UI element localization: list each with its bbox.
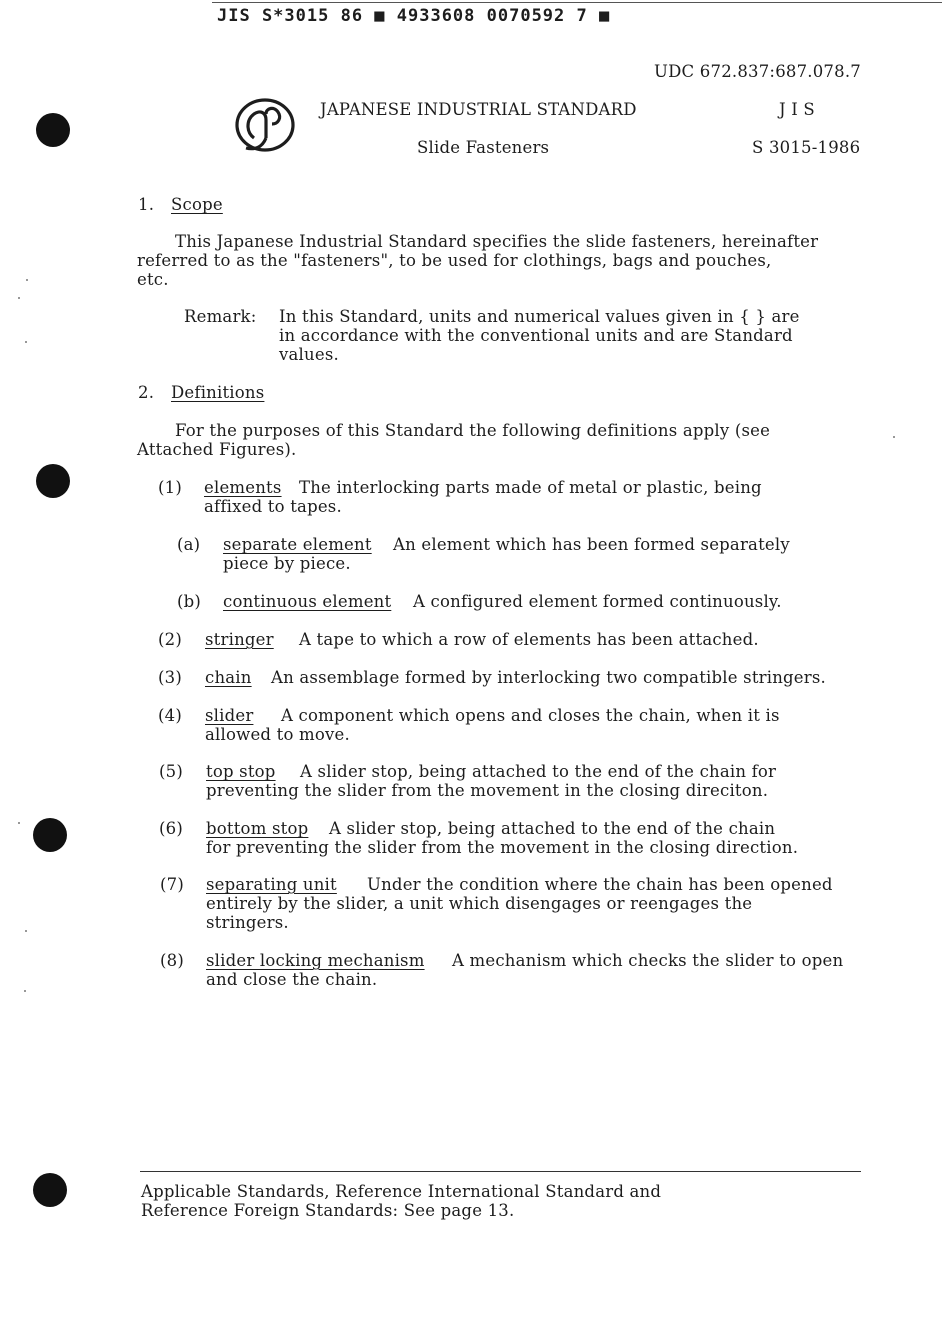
definition-term: continuous element — [223, 592, 392, 611]
punch-hole-3 — [33, 818, 67, 852]
speck — [25, 341, 27, 343]
definition-number: (2) — [158, 630, 182, 649]
definition-text: for preventing the slider from the movement in the closing direction. — [206, 838, 799, 857]
definition-term: slider — [205, 706, 254, 725]
definition-text: A mechanism which checks the slider to open — [452, 951, 844, 970]
scope-heading: Scope — [171, 195, 223, 214]
definition-text: Under the condition where the chain has been opened — [367, 875, 833, 894]
definition-text: preventing the slider from the movement in the closing direciton. — [206, 781, 769, 800]
definition-term: separate element — [223, 535, 372, 554]
standard-number: S 3015-1986 — [752, 138, 861, 157]
definition-number: (6) — [159, 819, 183, 838]
definition-number: (a) — [177, 535, 201, 554]
definition-text: piece by piece. — [223, 554, 351, 573]
definition-text: An assemblage formed by interlocking two compatible stringers. — [271, 668, 826, 687]
footer-rule — [140, 1171, 861, 1172]
speck — [18, 297, 20, 299]
definition-text: The interlocking parts made of metal or plastic, being — [299, 478, 762, 497]
jis-mark: J I S — [779, 100, 815, 119]
scope-number: 1. — [138, 195, 155, 214]
definition-number: (b) — [177, 592, 202, 611]
definitions-heading: Definitions — [171, 383, 265, 402]
barcode-line: JIS S*3015 86 ■ 4933608 0070592 7 ■ — [217, 6, 611, 26]
definition-text: and close the chain. — [206, 970, 378, 989]
scope-para-line: etc. — [137, 270, 169, 289]
definition-number: (3) — [158, 668, 182, 687]
definition-number: (5) — [159, 762, 183, 781]
speck — [24, 990, 26, 992]
speck — [18, 822, 20, 824]
footer-line: Reference Foreign Standards: See page 13. — [141, 1201, 515, 1220]
definition-number: (7) — [160, 875, 184, 894]
definition-text: An element which has been formed separately — [393, 535, 790, 554]
definition-term: elements — [204, 478, 282, 497]
remark-line: in accordance with the conventional units and are Standard — [279, 326, 793, 345]
definition-text: stringers. — [206, 913, 289, 932]
definition-term: separating unit — [206, 875, 337, 894]
punch-hole-4 — [33, 1173, 67, 1207]
definition-text: A tape to which a row of elements has been attached. — [299, 630, 759, 649]
speck — [26, 279, 28, 281]
definition-text: entirely by the slider, a unit which disengages or reengages the — [206, 894, 753, 913]
definitions-intro-line: Attached Figures). — [137, 440, 297, 459]
standard-title: JAPANESE INDUSTRIAL STANDARD — [320, 100, 637, 119]
definition-term: chain — [205, 668, 252, 687]
definition-number: (8) — [160, 951, 184, 970]
footer-line: Applicable Standards, Reference International Standard and — [141, 1182, 662, 1201]
definition-term: bottom stop — [206, 819, 309, 838]
definition-text: A configured element formed continuously. — [413, 592, 782, 611]
definition-text: A component which opens and closes the chain, when it is — [281, 706, 780, 725]
punch-hole-1 — [36, 113, 70, 147]
jis-logo-icon — [232, 94, 298, 156]
definitions-intro-line: For the purposes of this Standard the following definitions apply (see — [175, 421, 771, 440]
speck — [893, 436, 895, 438]
definition-text: allowed to move. — [205, 725, 350, 744]
definitions-number: 2. — [138, 383, 155, 402]
remark-line: values. — [279, 345, 339, 364]
scope-para-line: referred to as the "fasteners", to be used for clothings, bags and pouches, — [137, 251, 772, 270]
speck — [25, 930, 27, 932]
definition-number: (4) — [158, 706, 182, 725]
punch-hole-2 — [36, 464, 70, 498]
scope-para-line: This Japanese Industrial Standard specifies the slide fasteners, hereinafter — [175, 232, 819, 251]
definition-text: A slider stop, being attached to the end of the chain — [329, 819, 776, 838]
definition-text: affixed to tapes. — [204, 497, 342, 516]
definition-term: slider locking mechanism — [206, 951, 425, 970]
definition-term: top stop — [206, 762, 276, 781]
remark-label: Remark: — [184, 307, 257, 326]
definition-term: stringer — [205, 630, 274, 649]
definition-number: (1) — [158, 478, 182, 497]
top-rule — [212, 2, 942, 3]
remark-line: In this Standard, units and numerical values given in { } are — [279, 307, 800, 326]
subject-title: Slide Fasteners — [417, 138, 550, 157]
udc-code: UDC 672.837:687.078.7 — [654, 62, 861, 81]
definition-text: A slider stop, being attached to the end of the chain for — [300, 762, 777, 781]
